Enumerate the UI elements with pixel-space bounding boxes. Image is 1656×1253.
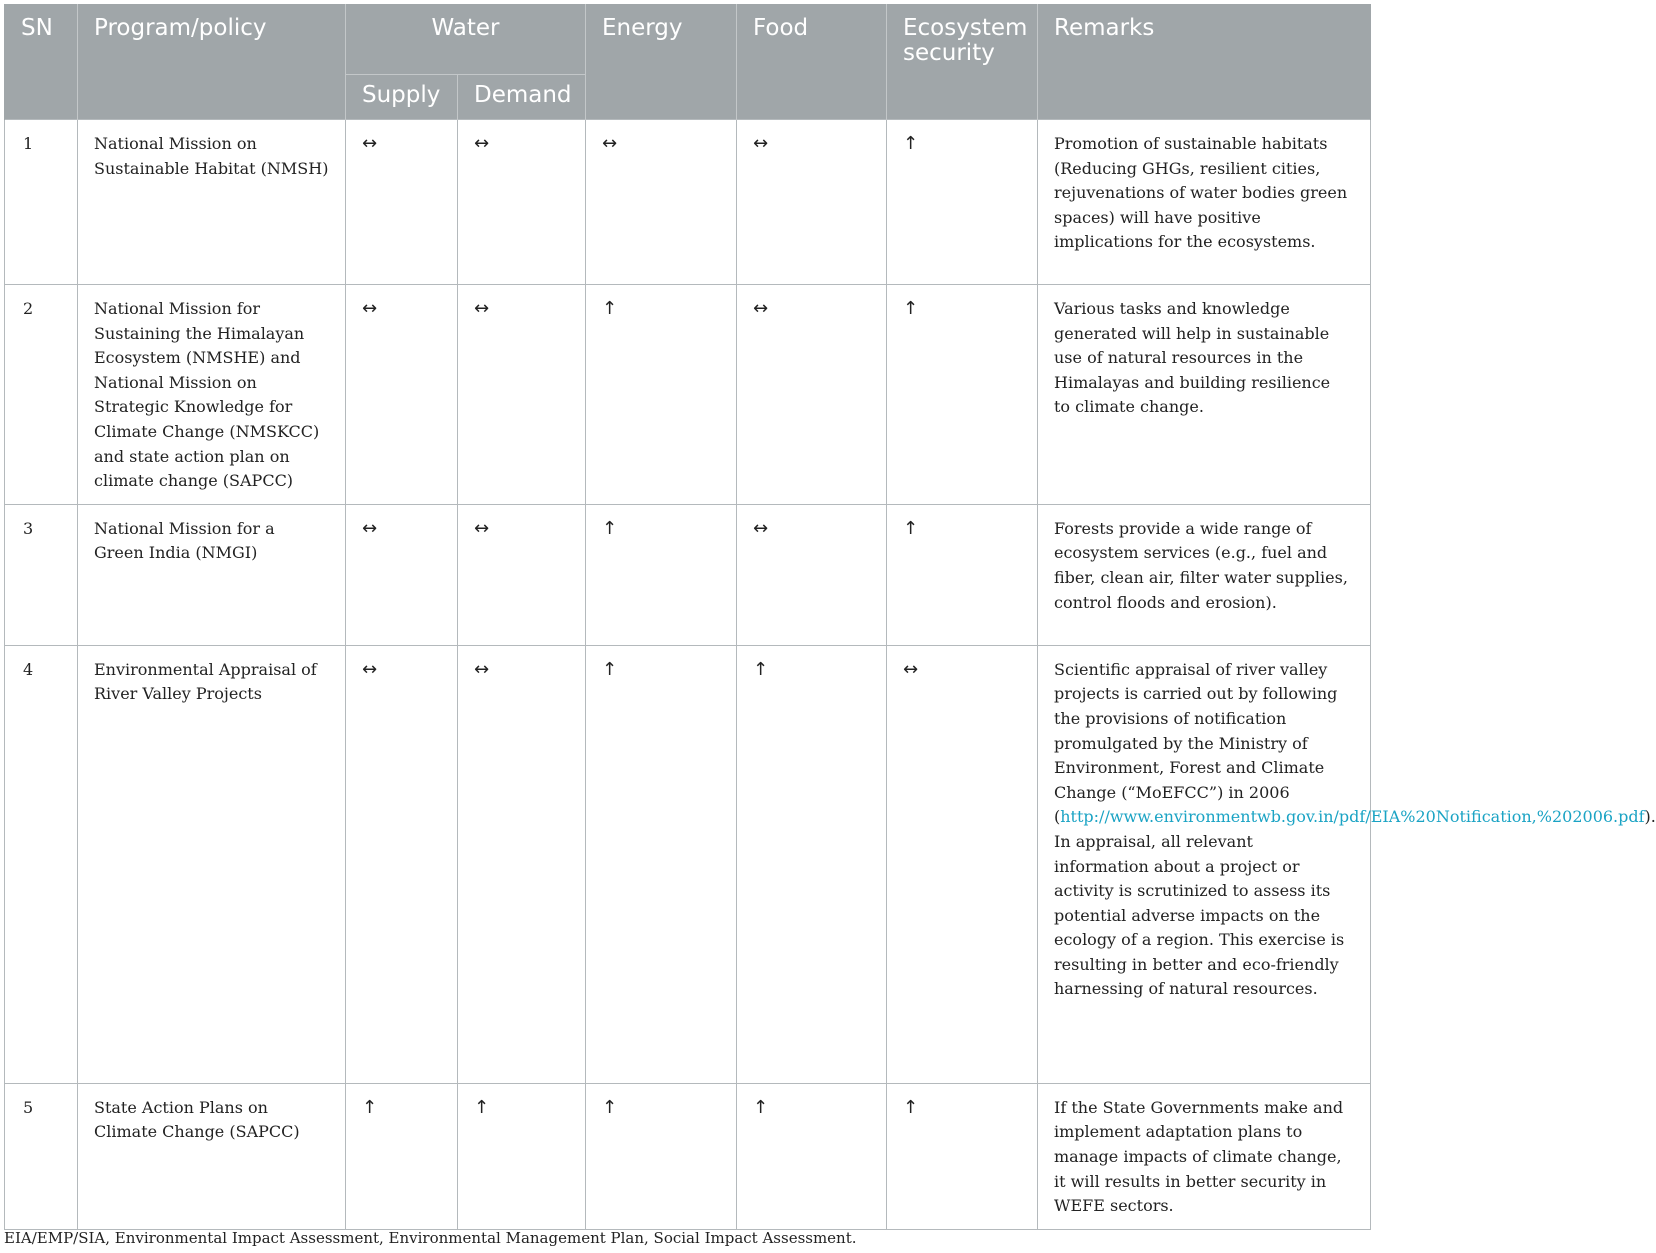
cell-demand: ↑ — [458, 1083, 586, 1229]
cell-sn: 3 — [5, 504, 78, 645]
cell-ecosystem: ↑ — [887, 285, 1038, 505]
header-program: Program/policy — [78, 4, 346, 120]
table-body — [5, 120, 1656, 1230]
cell-supply: ↔ — [346, 120, 458, 285]
header-water: Water — [346, 4, 586, 75]
cell-program: State Action Plans on Climate Change (SAPCC) — [78, 1083, 346, 1229]
notification-link[interactable]: http://www.environmentwb.gov.in/pdf/EIA%20Notification,%202006.pdf — [1060, 807, 1645, 827]
header-energy: Energy — [586, 4, 737, 120]
cell-program: National Mission on Sustainable Habitat (NMSH) — [78, 120, 346, 285]
cell-energy: ↑ — [586, 645, 737, 1083]
table-row — [5, 645, 1371, 1083]
header-remarks: Remarks — [1038, 4, 1371, 120]
cell-ecosystem: ↑ — [887, 504, 1038, 645]
cell-sn: 1 — [5, 120, 78, 285]
table-row — [5, 120, 1371, 285]
policy-table — [4, 4, 1656, 1230]
cell-energy: ↑ — [586, 504, 737, 645]
cell-energy: ↑ — [586, 285, 737, 505]
cell-demand: ↔ — [458, 645, 586, 1083]
cell-food: ↑ — [737, 1083, 887, 1229]
table-header — [5, 4, 1371, 120]
cell-food: ↑ — [737, 645, 887, 1083]
cell-demand: ↔ — [458, 504, 586, 645]
table-footnote: EIA/EMP/SIA, Environmental Impact Assessment, Environmental Management Plan, Social Impact Assessment. — [4, 1229, 857, 1247]
cell-remarks: Various tasks and knowledge generated will help in sustainable use of natural resources in the Himalayas and building resilience to climate change. — [1038, 285, 1371, 505]
cell-demand: ↔ — [458, 285, 586, 505]
cell-food: ↔ — [737, 285, 887, 505]
cell-program: National Mission for a Green India (NMGI) — [78, 504, 346, 645]
cell-food: ↔ — [737, 504, 887, 645]
cell-energy: ↑ — [586, 1083, 737, 1229]
cell-ecosystem: ↔ — [887, 645, 1038, 1083]
cell-sn: 5 — [5, 1083, 78, 1229]
cell-remarks — [1038, 645, 1656, 1083]
header-sn: SN — [5, 4, 78, 120]
cell-food: ↔ — [737, 120, 887, 285]
cell-program: Environmental Appraisal of River Valley Projects — [78, 645, 346, 1083]
cell-supply: ↔ — [346, 285, 458, 505]
remarks-text-after: ). In appraisal, all relevant information about a project or activity is scrutinized to assess its potential adverse impacts on the ecology of a region. This exercise is resulting in better and eco-friendly harnessing of natural resources. — [1054, 807, 1656, 999]
table-row — [5, 1083, 1371, 1229]
cell-supply: ↔ — [346, 504, 458, 645]
table-row — [5, 504, 1371, 645]
cell-sn: 2 — [5, 285, 78, 505]
header-demand: Demand — [458, 75, 586, 120]
cell-energy: ↔ — [586, 120, 737, 285]
cell-remarks: If the State Governments make and implement adaptation plans to manage impacts of climate change, it will results in better security in WEFE sectors. — [1038, 1083, 1371, 1229]
cell-program: National Mission for Sustaining the Himalayan Ecosystem (NMSHE) and National Mission on Strategic Knowledge for Climate Change (NMSKCC) and state action plan on climate change (SAPCC) — [78, 285, 346, 505]
cell-remarks: Promotion of sustainable habitats (Reducing GHGs, resilient cities, rejuvenations of water bodies green spaces) will have positive implications for the ecosystems. — [1038, 120, 1371, 285]
remarks-text-before: Scientific appraisal of river valley projects is carried out by following the provisions of notification promulgated by the Ministry of Environment, Forest and Climate Change (“MoEFCC”) in 2006 ( — [1054, 659, 1338, 827]
cell-sn: 4 — [5, 645, 78, 1083]
cell-supply: ↔ — [346, 645, 458, 1083]
table-row — [5, 285, 1371, 505]
header-ecosystem: Ecosystem security — [887, 4, 1038, 120]
cell-ecosystem: ↑ — [887, 1083, 1038, 1229]
cell-ecosystem: ↑ — [887, 120, 1038, 285]
header-food: Food — [737, 4, 887, 120]
cell-demand: ↔ — [458, 120, 586, 285]
header-supply: Supply — [346, 75, 458, 120]
cell-supply: ↑ — [346, 1083, 458, 1229]
cell-remarks: Forests provide a wide range of ecosystem services (e.g., fuel and fiber, clean air, filter water supplies, control floods and erosion). — [1038, 504, 1371, 645]
